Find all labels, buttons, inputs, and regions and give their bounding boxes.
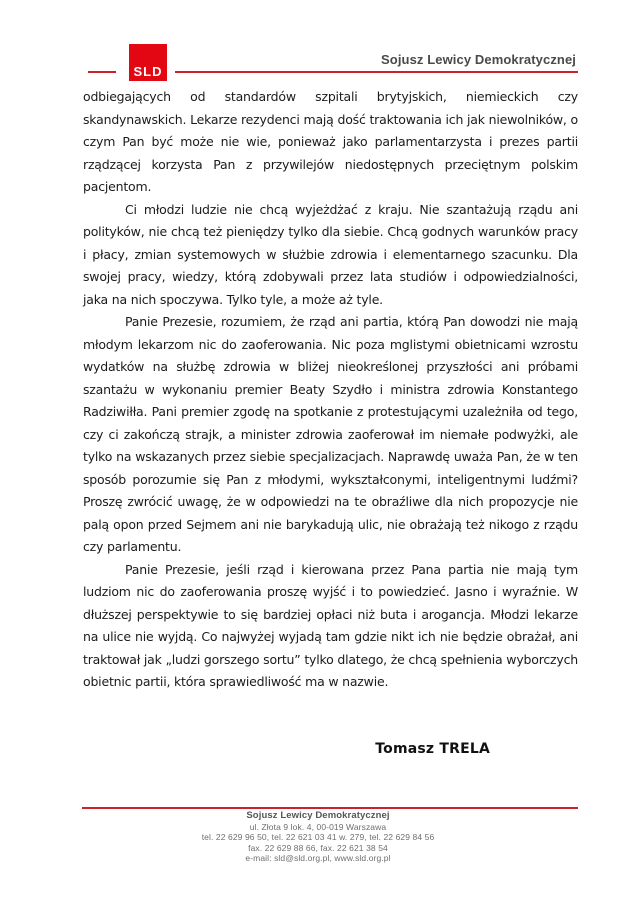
footer-rule [82, 807, 578, 809]
header-rule [175, 71, 578, 73]
footer-address: ul. Złota 9 lok. 4, 00-019 Warszawa [249, 821, 387, 832]
header-org-name: Sojusz Lewicy Demokratycznej [381, 52, 576, 67]
letter-body [83, 86, 578, 760]
footer-org-name: Sojusz Lewicy Demokratycznej [246, 810, 390, 821]
header-left-rule [88, 71, 116, 73]
paragraph-1: odbiegających od standardów szpitali brytyjskich, niemieckich czy skandynawskich. Lekarze rezydenci mają dość traktowania ich jak niewolników, o czym Pan być może nie wie, ponieważ jako parlamentarzysta i prezes partii rządzącej korzysta Pan z przywilejów niedostępnych przeciętnym polskim pacjentom. [83, 89, 578, 194]
footer-phones: tel. 22 629 96 50, tel. 22 621 03 41 w. 279, tel. 22 629 84 56 [201, 832, 435, 842]
footer-faxes: fax. 22 629 88 66, fax. 22 621 38 54 [248, 842, 388, 853]
letter-footer [0, 811, 636, 864]
signature-name: Tomasz TRELA [375, 740, 490, 757]
sld-logo-text: SLD [133, 64, 163, 79]
footer-email-web: e-mail: sld@sld.org.pl, www.sld.org.pl [245, 853, 391, 863]
sld-logo [129, 44, 167, 81]
paragraph-4: Panie Prezesie, jeśli rząd i kierowana przez Pana partia nie mają tym ludziom nic do zaoferowania proszę wyjść i to powiedzieć. Jasno i wyraźnie. W dłuższej perspektywie to się bardziej opłaci niż buta i arogancja. Młodzi lekarze na ulice nie wyjdą. Co najwyżej wyjadą tam gdzie nikt ich nie będzie obrażał, ani traktował jak „ludzi gorszego sortu” tylko dlatego, że chcą spełnienia wyborczych obietnic partii, która sprawiedliwość ma w nazwie. [83, 561, 578, 689]
paragraph-3: Panie Prezesie, rozumiem, że rząd ani partia, którą Pan dowodzi nie mają młodym lekarzom nic do zaoferowania. Nic poza mglistymi obietnicami wzrostu wydatków na służbę zdrowia w bliżej nieokreślonej przyszłości ani próbami szantażu w wykonaniu premier Beaty Szydło i ministra zdrowia Konstantego Radziwiłła. Pani premier zgodę na spotkanie z protestującymi uzależniła od tego, czy ci zakończą strajk, a minister zdrowia zaoferował im niemałe podwyżki, ale tylko na wskazanych przez siebie specjalizacjach. Naprawdę uważa Pan, że w ten sposób porozumie się Pan z młodymi, wykształconymi, inteligentnymi ludźmi? Proszę zwrócić uwagę, że w odpowiedzi na te obraźliwe dla nich propozycje nie palą opon przed Sejmem ani nie barykadują ulic, nie obrażają też nikogo z rządu czy parlamentu. [83, 314, 578, 554]
paragraph-2: Ci młodzi ludzie nie chcą wyjeżdżać z kraju. Nie szantażują rządu ani polityków, nie chcą też pieniędzy tylko dla siebie. Chcą godnych warunków pracy i płacy, zmian systemowych w służbie zdrowia i elementarnego szacunku. Dla swojej pracy, wiedzy, którą zdobywali przez lata studiów i odpowiedzialności, jaka na nich spoczywa. Tylko tyle, a może aż tyle. [83, 201, 578, 307]
